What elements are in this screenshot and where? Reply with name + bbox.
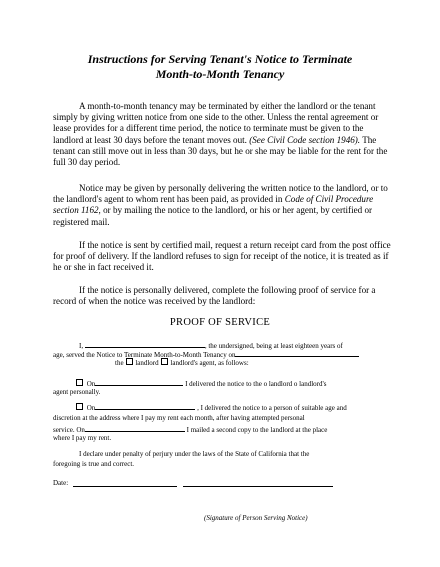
proof-line-2: age, served the Notice to Terminate Month-to-Month Tenancy on [53,349,393,361]
signature-field[interactable] [183,479,333,487]
paragraph-delivery [53,183,393,228]
document-title-line-1: Instructions for Serving Tenant's Notice to Terminate [87,52,353,66]
proof-option-substitute-cont-2: service. On I mailed a second copy to the landlord at the place [53,426,328,434]
personal-delivery-date-field[interactable] [95,378,183,386]
mailing-date-field[interactable] [85,424,185,432]
service-date-field[interactable] [235,349,359,357]
paragraph-certified-mail: If the notice is sent by certified mail, request a return receipt card from the post office for proof of delivery. If the landlord refuses to sign for receipt of the notice, it is treated as if he or she in fact received it. [53,240,391,273]
proof-option-personal: On I delivered the notice to the o landlord o landlord's [53,378,415,390]
personal-delivery-checkbox[interactable] [76,379,83,386]
landlord-agent-checkbox[interactable] [161,358,168,365]
civil-code-citation: (See Civil Code section 1946). [249,134,361,145]
document-title-line-2: Month-to-Month Tenancy [155,67,285,81]
declaration-line-1: I declare under penalty of perjury under the laws of the State of California that the [79,450,310,458]
substitute-service-checkbox[interactable] [76,403,83,410]
paragraph-termination-text-2: The tenant can still move out in less than 30 days, but he or she may be liable for the rent for the full 30 day period. [53,134,388,168]
declaration-line-2: foregoing is true and correct. [53,460,135,468]
proof-option-substitute-cont-3: where I pay my rent. [53,434,112,442]
proof-line-3: the landlord landlord's agent, as follows: [115,359,249,367]
date-field[interactable] [73,479,177,487]
paragraph-personal-delivery: If the notice is personally delivered, complete the following proof of service for a record of when the notice was received by the landlord: [53,285,376,307]
signature-label: (Signature of Person Serving Notice) [204,514,308,522]
paragraph-termination-text: A month-to-month tenancy may be terminated by either the landlord or the tenant simply by giving written notice from one side to the other. Unless the rental agreement or lease provides for a different time period, the notice to terminate must be given to the landlord at least 30 days before the tenant moves out. [53,101,379,145]
proof-line-1: I, , the undersigned, being at least eighteen years of [79,342,343,350]
proof-of-service-title: PROOF OF SERVICE [169,317,271,328]
date-label: Date: [53,479,69,487]
proof-option-substitute: On , I delivered the notice to a person of suitable age and [53,402,415,414]
paragraph-delivery-text: Notice may be given by personally delivering the written notice to the landlord, or to the landlord's agent to whom rent has been paid, as provided in [53,183,388,205]
proof-option-substitute-cont-1: discretion at the address where I pay my rent each month, after having attempted personal [53,414,305,422]
substitute-service-date-field[interactable] [95,402,195,410]
landlord-checkbox[interactable] [126,358,133,365]
paragraph-termination [53,101,393,168]
ccp-citation: Code of Civil Procedure section 1162 [53,194,374,216]
proof-option-personal-cont: agent personally. [53,388,101,396]
paragraph-delivery-text-2: , or by mailing the notice to the landlord, or his or her agent, by certified or registered mail. [53,205,373,227]
server-name-field[interactable] [85,340,205,348]
